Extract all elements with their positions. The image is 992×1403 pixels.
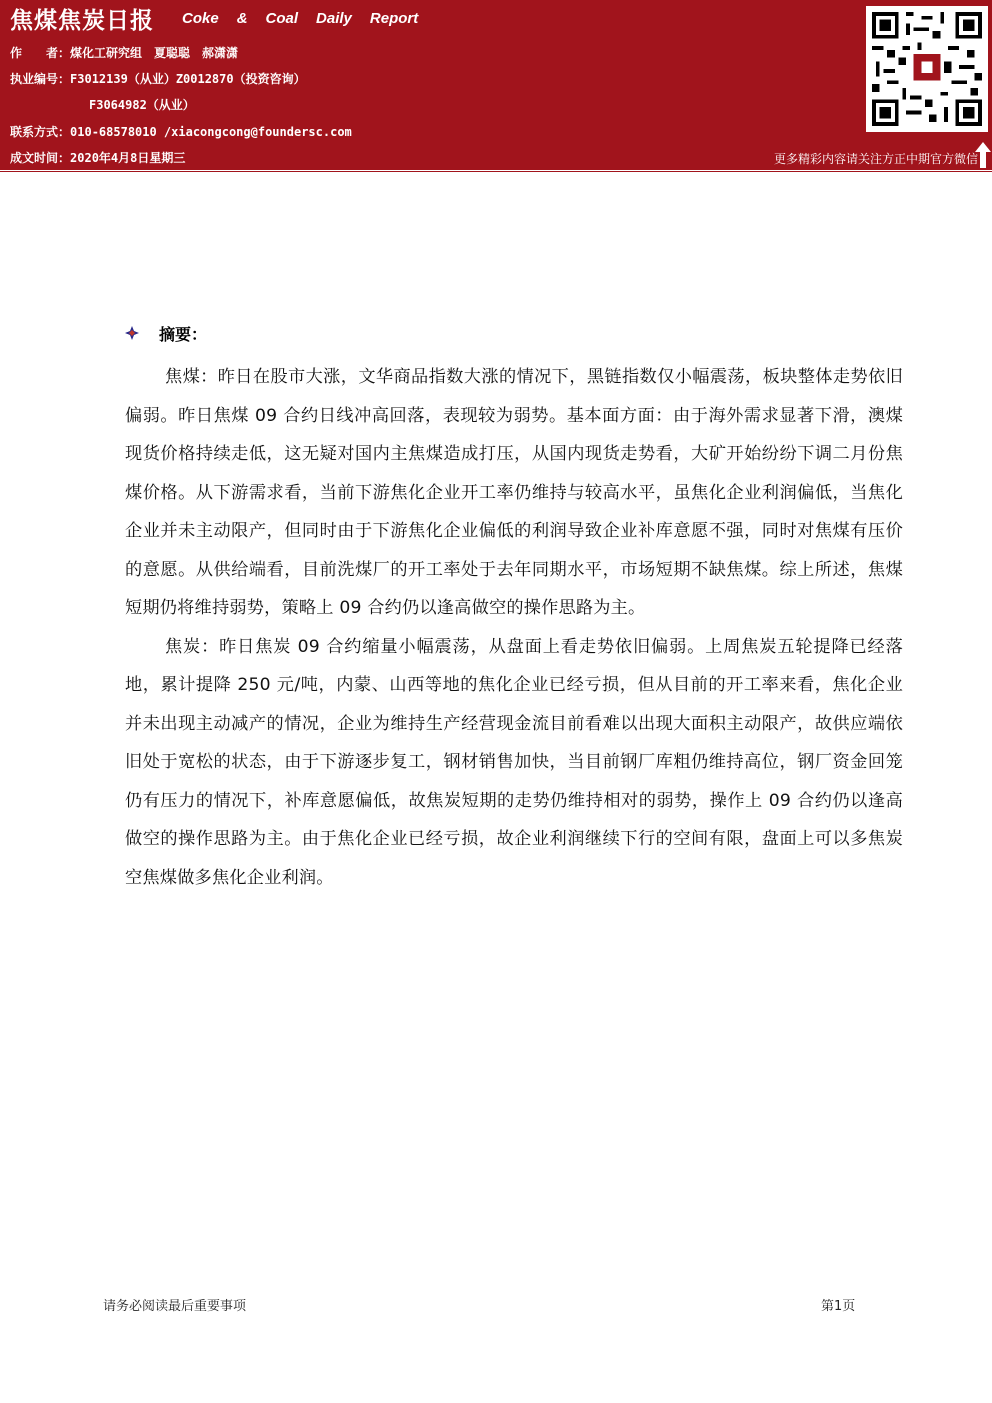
header-divider [0, 171, 992, 172]
license-line-2 [89, 96, 195, 113]
report-header [0, 0, 992, 170]
summary-section [125, 318, 903, 897]
title-row [10, 0, 418, 36]
title-en-word: Report [369, 9, 419, 27]
title-en-word: Coal [265, 9, 299, 27]
report-title-cn: 焦煤焦炭日报 [10, 7, 154, 34]
license-value-2: F3064982（从业） [89, 98, 195, 112]
license-value: F3012139（从业）Z0012870（投资咨询） [70, 72, 306, 86]
page-number: 第1页 [821, 1299, 856, 1314]
title-en-word: Daily [316, 9, 352, 27]
title-en-word: & [236, 9, 248, 27]
report-title-en [182, 10, 418, 27]
license-label: 执业编号： [10, 72, 71, 86]
author-value: 煤化工研究组 夏聪聪 郝潇潇 [70, 46, 239, 60]
summary-heading-row [125, 318, 903, 348]
follow-wechat-text: 更多精彩内容请关注方正中期官方微信 [773, 152, 978, 166]
footer-notice: 请务必阅读最后重要事项 [103, 1299, 247, 1314]
up-arrow-icon [975, 142, 991, 168]
coke-paragraph: 焦炭：昨日焦炭 09 合约缩量小幅震荡，从盘面上看走势依旧偏弱。上周焦炭五轮提降已经落地，累计提降 250 元/吨，内蒙、山西等地的焦化企业已经亏损，但从目前的开工率来看，焦化企业并未出现主动减产的情况，企业为维持生产经营现金流目前看难以出现大面积主动限产，故供应端依旧处于宽松的状态，由于下游逐步复工，钢材销售加快，当目前钢厂库粗仍维持高位，钢厂资金回笼仍有压力的情况下，补库意愿偏低，故焦炭短期的走势仍维持相对的弱势，操作上 09 合约仍以逢高做空的操作思路为主。由于焦化企业已经亏损，故企业利润继续下行的空间有限，盘面上可以多焦炭空焦煤做多焦化企业利润。 [125, 636, 903, 888]
date-label: 成文时间： [10, 151, 71, 165]
license-line [10, 70, 306, 87]
diamond-bullet-icon [125, 326, 139, 340]
date-value: 2020年4月8日星期三 [70, 151, 186, 165]
author-label: 作 者： [10, 46, 71, 60]
title-en-word: Coke [182, 9, 219, 27]
coking-coal-paragraph: 焦煤：昨日在股市大涨，文华商品指数大涨的情况下，黑链指数仅小幅震荡，板块整体走势依旧偏弱。昨日焦煤 09 合约日线冲高回落，表现较为弱势。基本面方面：由于海外需求显著下滑，澳煤现货价格持续走低，这无疑对国内主焦煤造成打压，从国内现货走势看，大矿开始纷纷下调二月份焦煤价格。从下游需求看，当前下游焦化企业开工率仍维持与较高水平，虽焦化企业利润偏低，当焦化企业并未主动限产，但同时由于下游焦化企业偏低的利润导致企业补库意愿不强，同时对焦煤有压价的意愿。从供给端看，目前洗煤厂的开工率处于去年同期水平，市场短期不缺焦煤。综上所述，焦煤短期仍将维持弱势，策略上 09 合约仍以逢高做空的操作思路为主。 [125, 367, 903, 618]
summary-heading: 摘要： [159, 324, 208, 344]
date-line [10, 149, 185, 166]
qr-code-icon [872, 12, 982, 126]
contact-label: 联系方式： [10, 125, 71, 139]
author-line [10, 44, 238, 61]
wechat-qr-code[interactable] [866, 6, 988, 132]
contact-value: 010-68578010 /xiacongcong@foundersc.com [70, 125, 352, 139]
contact-line [10, 123, 352, 140]
